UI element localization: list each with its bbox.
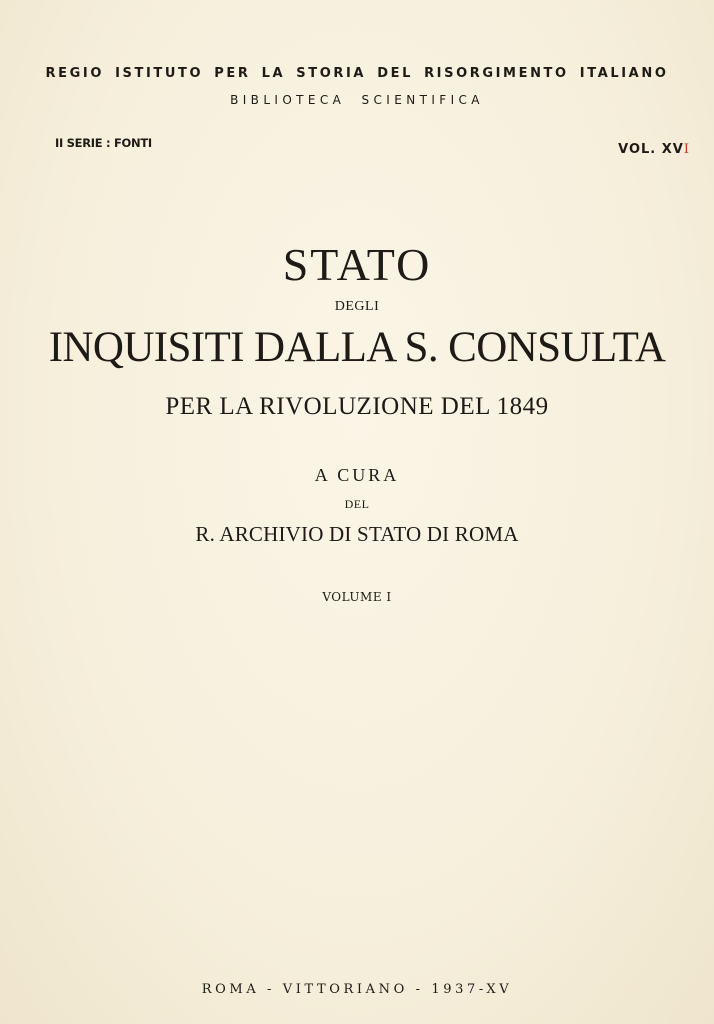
library-name: BIBLIOTECA SCIENTIFICA [230, 93, 484, 107]
series-label: II SERIE : FONTI [55, 136, 152, 150]
volume-label: VOLUME I [322, 590, 392, 604]
volume-number-handwritten: I [683, 142, 690, 157]
del-label: DEL [344, 497, 370, 511]
title-line-stato: STATO [282, 239, 432, 290]
volume-number [618, 142, 690, 157]
subtitle: PER LA RIVOLUZIONE DEL 1849 [165, 393, 549, 420]
title-line-degli: DEGLI [334, 299, 380, 314]
imprint: ROMA - VITTORIANO - 1937-XV [201, 982, 513, 997]
institute-name: REGIO ISTITUTO PER LA STORIA DEL RISORGIMENTO ITALIANO [45, 66, 669, 81]
main-title: INQUISITI DALLA S. CONSULTA [48, 324, 666, 371]
volume-number-prefix: VOL. XV [618, 142, 684, 157]
editor-institution: R. ARCHIVIO DI STATO DI ROMA [195, 522, 519, 546]
a-cura-label: A CURA [314, 465, 400, 485]
